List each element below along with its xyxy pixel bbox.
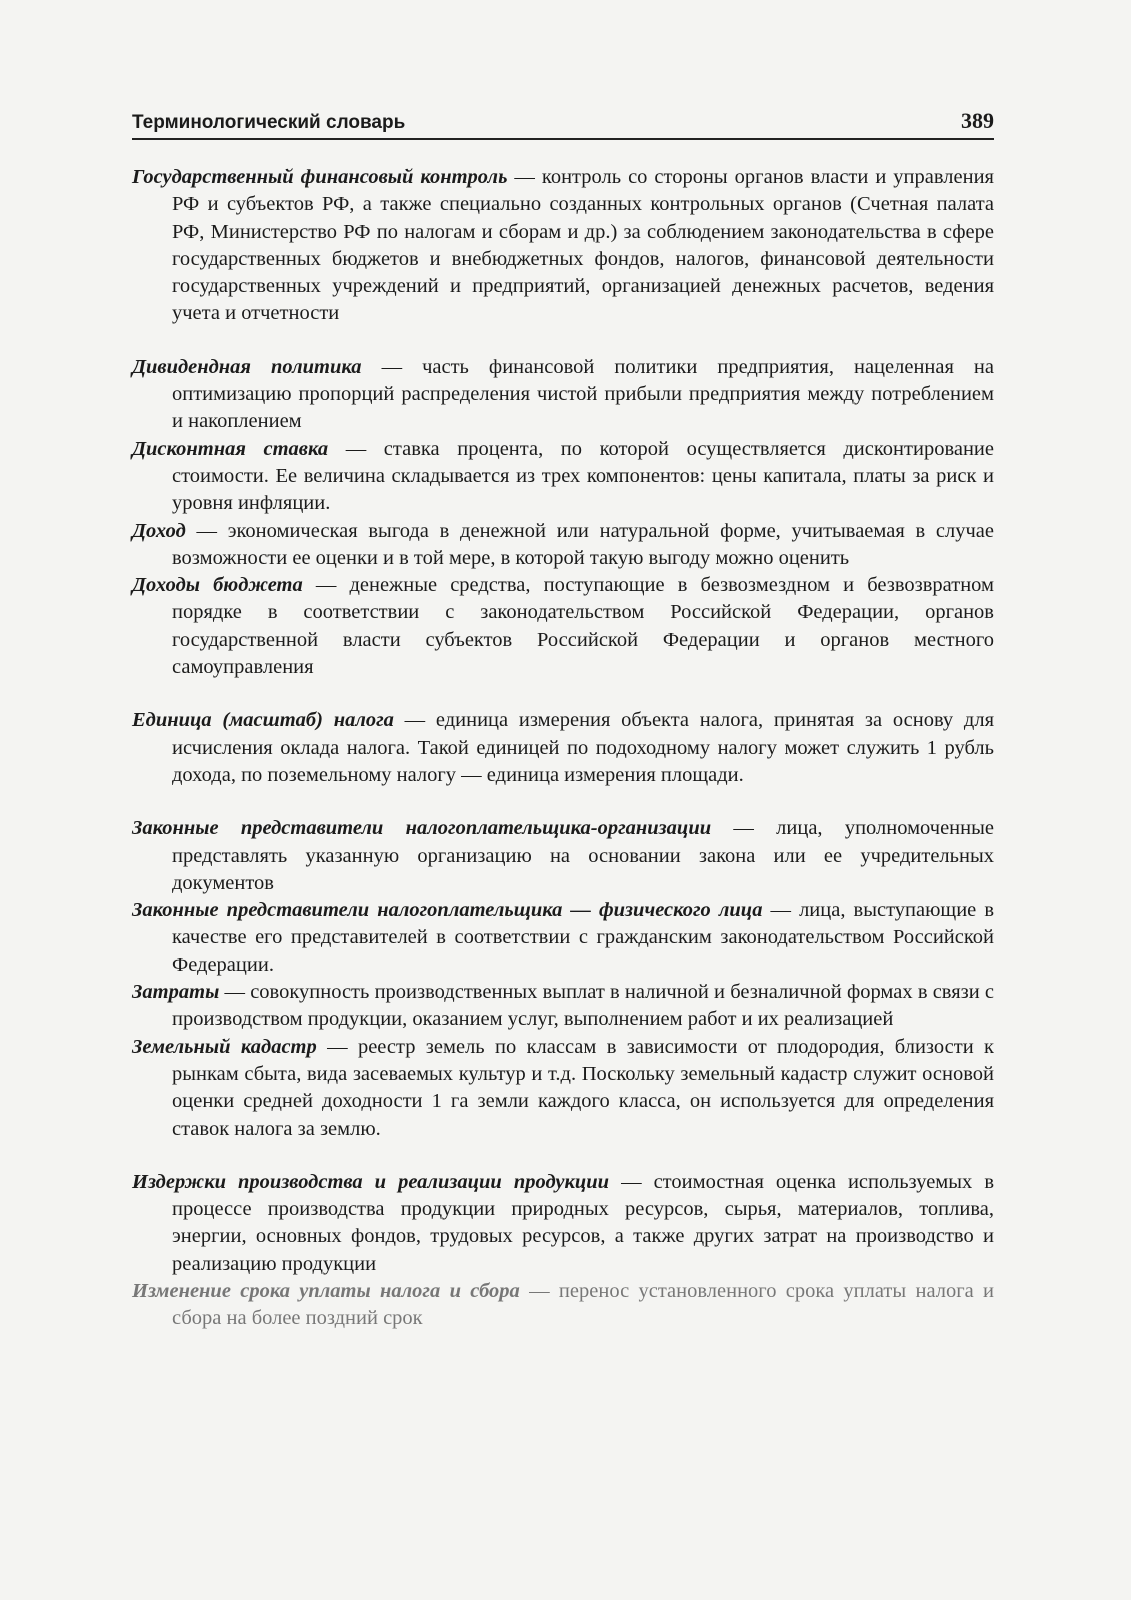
entry-term: Доход bbox=[132, 519, 186, 542]
entry-definition: — контроль со стороны органов власти и управления РФ и субъектов РФ, а также специально созданных контрольных органов (Счетная палата РФ, Министерство РФ по налогам и сборам и др.) за соблюдением законодательства в сфере государственных бюджетов и внебюджетных фондов, налогов, финансовой деятельности государственных учреждений и предприятий, организацией денежных расчетов, ведения учета и отчетности bbox=[172, 166, 994, 325]
glossary-entry bbox=[132, 1034, 994, 1143]
glossary-entries bbox=[132, 164, 994, 1333]
glossary-entry bbox=[132, 707, 994, 789]
entry-definition: — часть финансовой политики предприятия, нацеленная на оптимизацию пропорций распределения чистой прибыли предприятия между потреблением и накоплением bbox=[172, 355, 995, 433]
entry-term: Изменение срока уплаты налога и сбора bbox=[132, 1279, 520, 1302]
entry-definition: — экономическая выгода в денежной или натуральной форме, учитываемая в случае возможности ее оценки и в той мере, в которой такую выгоду можно оценить bbox=[172, 519, 994, 569]
entry-term: Издержки производства и реализации продукции bbox=[132, 1170, 610, 1193]
book-page bbox=[132, 108, 994, 1333]
entry-definition: — перенос установленного срока уплаты налога и сбора на более поздний срок bbox=[172, 1279, 994, 1330]
entry-definition: — стоимостная оценка используемых в процессе производства продукции природных ресурсов, сырья, материалов, топлива, энергии, основных фондов, трудовых ресурсов, а также других затрат на производство и реализацию продукции bbox=[172, 1170, 994, 1275]
entry-definition: — совокупность производственных выплат в наличной и безналичной формах в связи с производством продукции, оказанием услуг, выполнением работ и их реализацией bbox=[172, 981, 994, 1031]
glossary-entry bbox=[132, 164, 994, 328]
glossary-entry bbox=[132, 1169, 994, 1278]
entry-term: Единица (масштаб) налога bbox=[132, 709, 394, 732]
entry-term: Дисконтная ставка bbox=[132, 437, 329, 460]
running-head bbox=[132, 108, 994, 140]
page-number: 389 bbox=[961, 108, 994, 133]
glossary-entry bbox=[132, 354, 994, 436]
glossary-entry bbox=[132, 897, 994, 979]
glossary-entry bbox=[132, 1278, 994, 1333]
entry-term: Доходы бюджета bbox=[132, 574, 303, 597]
entry-definition: — денежные средства, поступающие в безвозмездном и безвозвратном порядке в соответствии с законодательством Российской Федерации, органов государственной власти субъектов Российской Федерации и органов местного самоуправления bbox=[172, 574, 994, 679]
entry-term: Затраты bbox=[132, 981, 220, 1004]
entry-term: Дивидендная политика bbox=[132, 355, 362, 378]
entry-definition: — лица, выступающие в качестве его представителей в соответствии с гражданским законодательством Российской Федерации. bbox=[172, 899, 995, 976]
glossary-entry bbox=[132, 815, 994, 897]
entry-definition: — единица измерения объекта налога, принятая за основу для исчисления оклада налога. Такой единицей по подоходному налогу может служить 1 рубль дохода, по поземельному налогу — единица измерения площади. bbox=[172, 709, 994, 786]
entry-definition: — ставка процента, по которой осуществляется дисконтирование стоимости. Ее величина складывается из трех компонентов: цены капитала, платы за риск и уровня инфляции. bbox=[172, 437, 994, 515]
entry-term: Законные представители налогоплательщика-организации bbox=[132, 817, 712, 840]
entry-definition: — лица, уполномоченные представлять указанную организацию на основании закона или ее учредительных документов bbox=[172, 817, 994, 894]
entry-term: Земельный кадастр bbox=[132, 1035, 317, 1058]
glossary-entry bbox=[132, 436, 994, 518]
glossary-entry bbox=[132, 518, 994, 573]
glossary-entry bbox=[132, 572, 994, 681]
running-head-title: Терминологический словарь bbox=[132, 112, 406, 133]
entry-definition: — реестр земель по классам в зависимости от плодородия, близости к рынкам сбыта, вида засеваемых культур и т.д. Поскольку земельный кадастр служит основой оценки средней доходности 1 га земли каждого класса, он используется для определения ставок налога за землю. bbox=[172, 1035, 994, 1140]
entry-term: Государственный финансовый контроль bbox=[132, 166, 508, 188]
glossary-entry bbox=[132, 979, 994, 1034]
entry-term: Законные представители налогоплательщика — физического лица bbox=[132, 899, 763, 922]
